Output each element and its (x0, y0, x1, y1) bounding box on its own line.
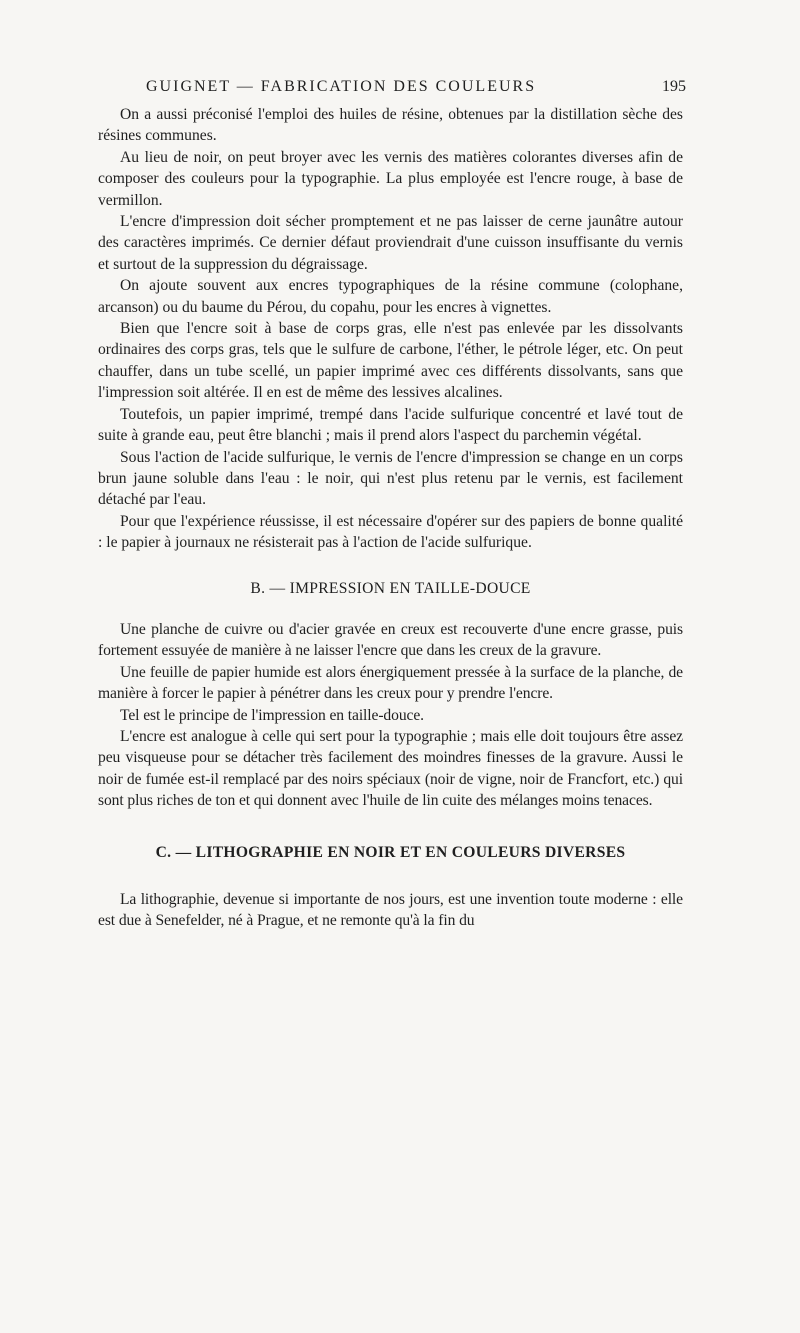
paragraph: Toutefois, un papier imprimé, trempé dans l'acide sulfurique concentré et lavé tout de suite à grande eau, peut être blanchi ; mais il prend alors l'aspect du parchemin végétal. (98, 405, 683, 445)
running-title: GUIGNET — FABRICATION DES COULEURS (146, 78, 537, 95)
section-heading-b: B. — IMPRESSION EN TAILLE-DOUCE (250, 579, 531, 597)
paragraph: Pour que l'expérience réussisse, il est nécessaire d'opérer sur des papiers de bonne qualité : le papier à journaux ne résisterait pas à l'action de l'acide sulfurique. (98, 512, 683, 552)
paragraph: On ajoute souvent aux encres typographiques de la résine commune (colophane, arcanson) ou du baume du Pérou, du copahu, pour les encres à vignettes. (98, 277, 683, 316)
paragraph: Au lieu de noir, on peut broyer avec les vernis des matières colorantes diverses afin de composer des couleurs pour la typographie. La plus employée est l'encre rouge, à base de vermillon. (98, 148, 683, 209)
page-body (98, 104, 683, 932)
paragraph: Tel est le principe de l'impression en taille-douce. (120, 706, 424, 724)
paragraph: Une planche de cuivre ou d'acier gravée en creux est recouverte d'une encre grasse, puis fortement essuyée de manière à ne laisser l'encre que dans les creux de la gravure. (98, 620, 683, 660)
paragraph: La lithographie, devenue si importante de nos jours, est une invention toute moderne : elle est due à Senefelder, né à Prague, et ne remonte qu'à la fin du (98, 891, 683, 930)
paragraph: Sous l'action de l'acide sulfurique, le vernis de l'encre d'impression se change en un corps brun jaune soluble dans l'eau : le noir, qui n'est plus retenu par le vernis, est facilement détaché par l'eau. (98, 448, 683, 509)
paragraph: L'encre est analogue à celle qui sert pour la typographie ; mais elle doit toujours être assez peu visqueuse pour se détacher très facilement des moindres finesses de la gravure. Aussi le noir de fumée est-il remplacé par des noirs spéciaux (noir de vigne, noir de Francfort, etc.) qui sont plus riches de ton et qui donnent avec l'huile de lin cuite des mélanges moins tenaces. (98, 727, 683, 810)
running-header (146, 78, 686, 96)
section-heading-c: C. — LITHOGRAPHIE EN NOIR ET EN COULEURS DIVERSES (155, 843, 626, 861)
paragraph: Une feuille de papier humide est alors énergiquement pressée à la surface de la planche, de manière à forcer le papier à pénétrer dans les creux pour y prendre l'encre. (98, 663, 683, 703)
page-number: 195 (662, 78, 686, 95)
paragraph: L'encre d'impression doit sécher promptement et ne pas laisser de cerne jaunâtre autour des caractères imprimés. Ce dernier défaut proviendrait d'une cuisson insuffisante du vernis et surtout de la suppression du dégraissage. (98, 213, 683, 273)
paragraph: On a aussi préconisé l'emploi des huiles de résine, obtenues par la distillation sèche des résines communes. (98, 106, 683, 145)
paragraph: Bien que l'encre soit à base de corps gras, elle n'est pas enlevée par les dissolvants ordinaires des corps gras, tels que le sulfure de carbone, l'éther, le pétrole léger, etc. On peut chauffer, dans un tube scellé, un papier imprimé avec ces différents dissolvants, sans que l'impression soit altérée. Il en est de même des lessives alcalines. (98, 320, 683, 402)
